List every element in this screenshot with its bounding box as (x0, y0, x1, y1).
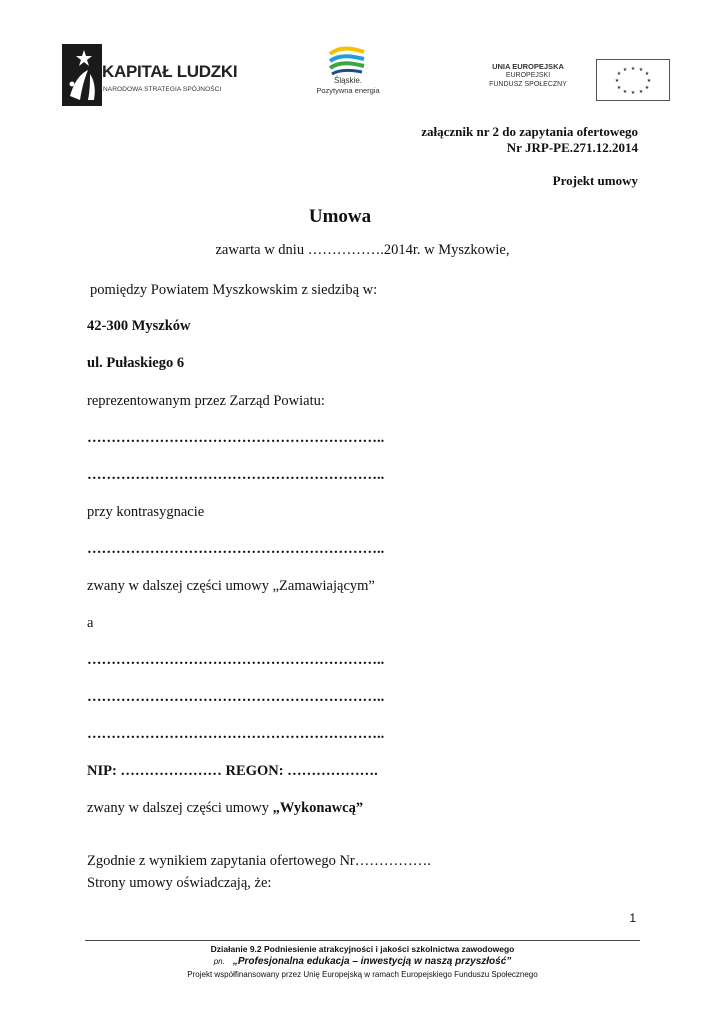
svg-text:★: ★ (638, 67, 644, 73)
svg-text:★: ★ (622, 67, 628, 73)
placeholder-line: …………………………………………………….. (87, 467, 385, 483)
placeholder-line: …………………………………………………….. (87, 541, 385, 557)
countersign-line: przy kontrasygnacie (87, 504, 205, 520)
svg-text:★: ★ (638, 89, 644, 95)
according-line: Zgodnie z wynikiem zapytania ofertowego Nr……………. (87, 853, 431, 869)
slaskie-tagline: Pozytywna energia (316, 86, 380, 95)
footer-action-line: Działanie 9.2 Podniesienie atrakcyjności i jakości szkolnictwa zawodowego (210, 944, 515, 954)
svg-text:★: ★ (646, 78, 652, 84)
eu-line1: UNIA EUROPEJSKA (492, 62, 564, 71)
concluded-line: zawarta w dniu …………….2014r. w Myszkowie, (215, 242, 510, 258)
and-line: a (87, 615, 94, 631)
kapital-ludzki-title: KAPITAŁ LUDZKI (102, 62, 238, 81)
slaskie-name: Śląskie. (333, 76, 362, 85)
placeholder-line: …………………………………………………….. (87, 726, 385, 742)
called-contractor-line (87, 800, 363, 817)
annex-label: załącznik nr 2 do zapytania ofertowego (421, 124, 638, 139)
eu-flag-icon (596, 59, 670, 101)
placeholder-line: …………………………………………………….. (87, 689, 385, 705)
postcode: 42-300 Myszków (87, 318, 191, 334)
slaskie-logo (326, 46, 368, 76)
project-label: Projekt umowy (552, 173, 638, 188)
svg-text:★: ★ (616, 85, 622, 91)
eu-line2: EUROPEJSKI (505, 72, 551, 79)
footer-pn: pn. (213, 957, 225, 966)
footer-cofinancing-line: Projekt współfinansowany przez Unię Europejską w ramach Europejskiego Funduszu Społecznego (187, 970, 538, 979)
footer-divider (85, 940, 640, 941)
document-number: Nr JRP-PE.271.12.2014 (506, 140, 638, 155)
called-contractor-prefix: zwany w dalszej części umowy (87, 800, 273, 816)
street: ul. Pułaskiego 6 (87, 355, 185, 371)
kapital-ludzki-subtitle: NARODOWA STRATEGIA SPÓJNOŚCI (103, 86, 222, 93)
page-number: 1 (629, 911, 636, 925)
called-client-line: zwany w dalszej części umowy „Zamawiającym” (87, 578, 375, 594)
eu-text (468, 62, 588, 89)
svg-text:★: ★ (616, 71, 622, 77)
nip-regon-line: NIP: ………………… REGON: ………………. (87, 763, 378, 779)
represented-line: reprezentowanym przez Zarząd Powiatu: (87, 393, 325, 409)
parties-line: Strony umowy oświadczają, że: (87, 875, 272, 891)
placeholder-line: …………………………………………………….. (87, 652, 385, 668)
contractor-term: „Wykonawcą” (272, 800, 364, 816)
eu-line3: FUNDUSZ SPOŁECZNY (489, 81, 567, 88)
svg-text:★: ★ (614, 78, 620, 84)
footer-project-title: „Profesjonalna edukacja – inwestycją w naszą przyszłość” (232, 956, 512, 967)
document-title: Umowa (308, 206, 372, 227)
between-line: pomiędzy Powiatem Myszkowskim z siedzibą w: (90, 282, 378, 298)
placeholder-line: …………………………………………………….. (87, 430, 385, 446)
svg-text:★: ★ (644, 71, 650, 77)
svg-text:★: ★ (630, 90, 636, 96)
svg-text:★: ★ (630, 66, 636, 72)
footer-project-name (0, 956, 725, 967)
svg-text:★: ★ (644, 85, 650, 91)
svg-text:★: ★ (622, 89, 628, 95)
